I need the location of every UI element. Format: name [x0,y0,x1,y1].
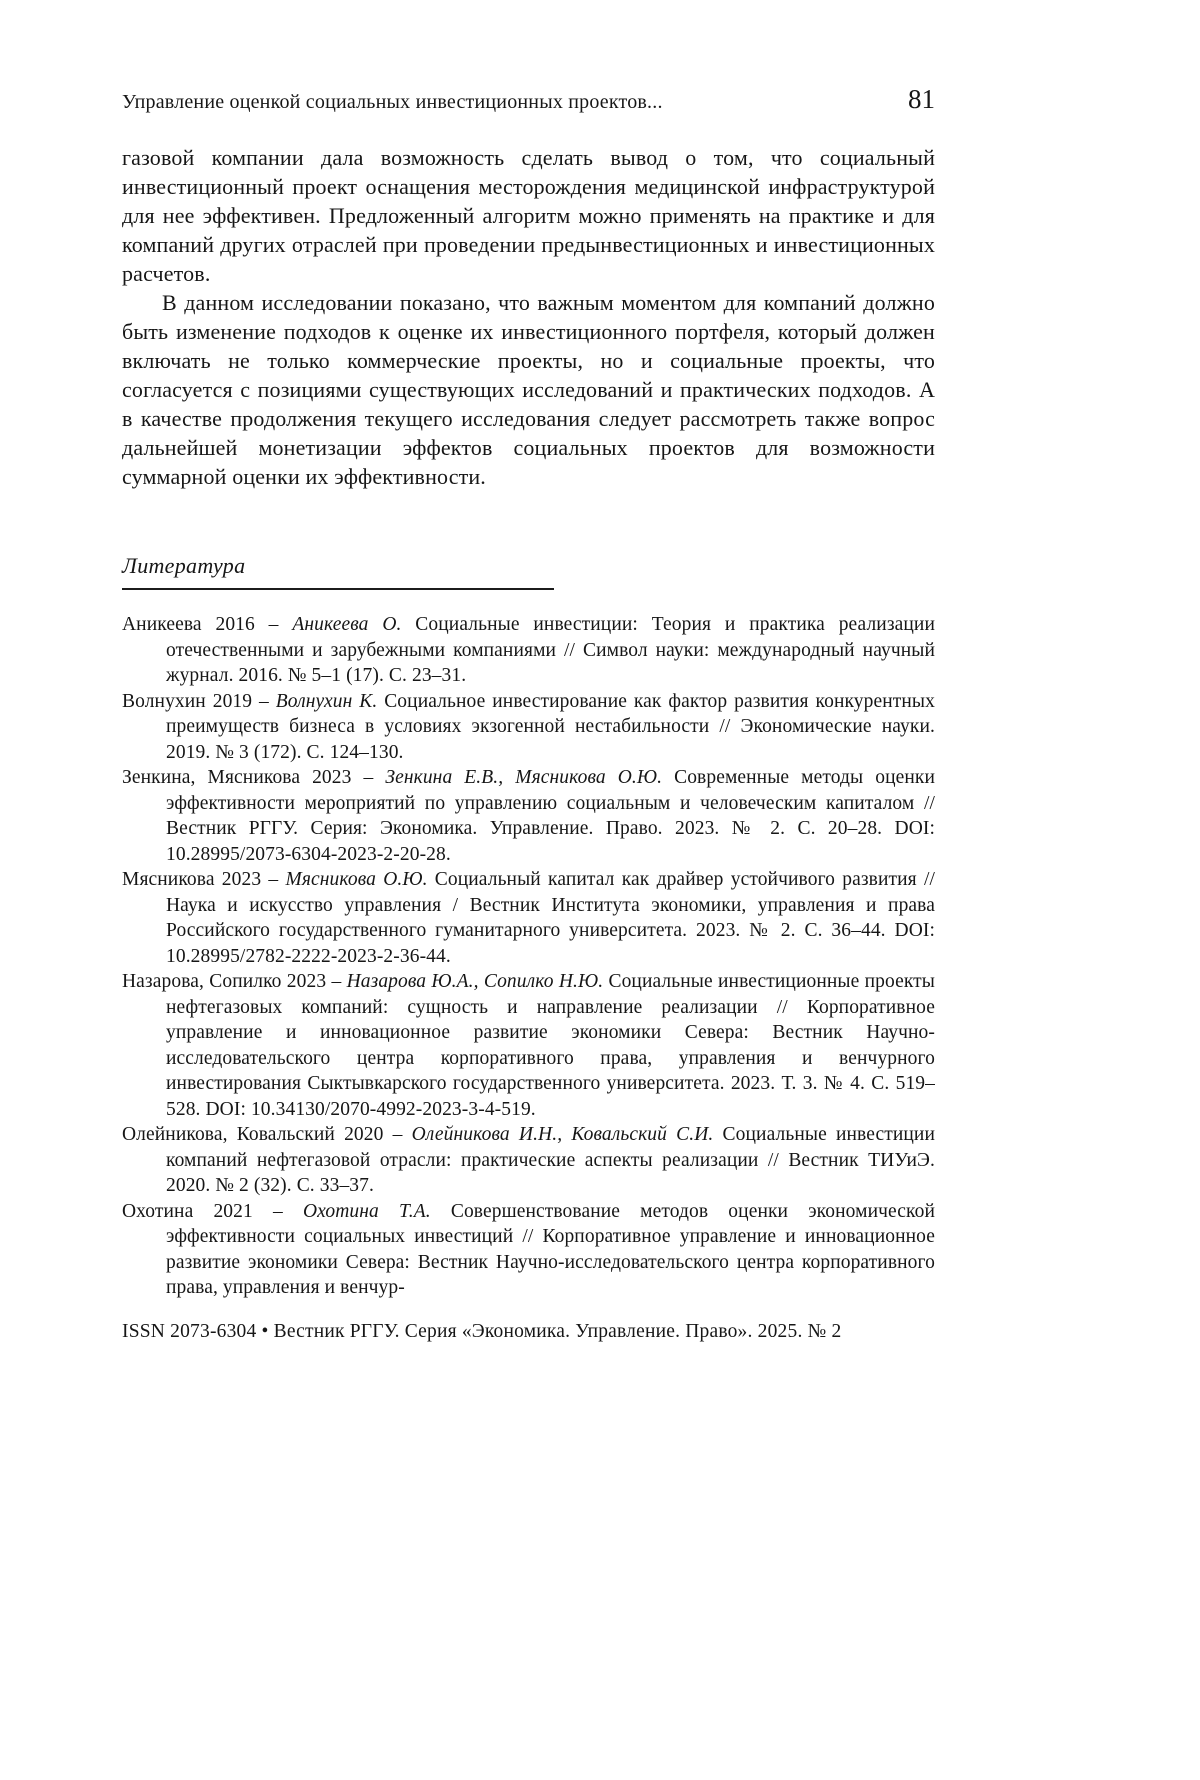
reference-authors: Олейникова И.Н., Ковальский С.И. [411,1124,714,1145]
references-heading: Литература [122,553,246,578]
reference-label: Мясникова 2023 – [122,869,286,890]
body-paragraph: В данном исследовании показано, что важным моментом для компаний должно быть изменение подходов к оценке их инвестиционного портфеля, который должен включать не только коммерческие проекты, но и социальные проекты, что согласуется с позициями существующих исследований и практических подходов. А в качестве продолжения текущего исследования следует рассмотреть также вопрос дальнейшей монетизации эффектов социальных проектов для возможности суммарной оценки их эффективности. [122,290,935,489]
reference-item [122,1199,935,1301]
reference-authors: Назарова Ю.А., Сопилко Н.Ю. [346,971,604,992]
reference-item [122,765,935,867]
page-number: 81 [908,84,935,114]
reference-text: Совершенствование методов оценки экономической эффективности социальных инвестиций // Корпоративное управление и инновационное развитие экономики Севера: Вестник Научно-исследовательского центра корпоративного права, управления и венчур- [166,1200,935,1298]
reference-text: Социальные инвестиции: Теория и практика реализации отечественными и зарубежными компаниями // Символ науки: международный научный журнал. 2016. № 5–1 (17). С. 23–31. [166,614,935,686]
reference-label: Олейникова, Ковальский 2020 – [122,1124,412,1145]
reference-label: Назарова, Сопилко 2023 – [122,971,347,992]
reference-item [122,1122,935,1199]
page-header [122,84,935,115]
reference-text: Социальное инвестирование как фактор развития конкурентных преимуществ бизнеса в условиях экзогенной нестабильности // Экономические науки. 2019. № 3 (172). С. 124–130. [166,690,935,763]
reference-authors: Зенкина Е.В., Мясникова О.Ю. [385,767,663,788]
reference-authors: Аникеева О. [292,614,402,635]
reference-item [122,612,935,689]
reference-authors: Волнухин К. [275,690,378,712]
reference-label: Аникеева 2016 – [122,614,293,635]
reference-authors: Мясникова О.Ю. [285,869,428,890]
reference-text: Социальные инвестиции компаний нефтегазовой отрасли: практические аспекты реализации // Вестник ТИУиЭ. 2020. № 2 (32). С. 33–37. [166,1124,935,1196]
body-paragraph: газовой компании дала возможность сделать вывод о том, что социальный инвестиционный проект оснащения месторождения медицинской инфраструктурой для нее эффективен. Предложенный алгоритм можно применять на практике и для компаний других отраслей при проведении предынвестиционных и инвестиционных расчетов. [122,145,935,286]
page-footer [122,1321,935,1343]
reference-label: Охотина 2021 – [122,1200,303,1222]
article-body [122,143,935,491]
heading-underline [122,588,554,590]
reference-text: Современные методы оценки эффективности мероприятий по управлению социальным и человеческим капиталом // Вестник РГГУ. Серия: Экономика. Управление. Право. 2023. № 2. С. 20–28. DOI: 10.28995/2073-6304-2023-2-20-28. [166,767,936,865]
reference-item [122,969,935,1122]
running-title: Управление оценкой социальных инвестиционных проектов... [122,91,663,113]
reference-label: Волнухин 2019 – [122,690,276,712]
references-list [122,612,935,1301]
reference-text: Социальные инвестиционные проекты нефтегазовых компаний: сущность и направление реализации // Корпоративное управление и инновационное развитие экономики Севера: Вестник Научно-исследовательского центра корпоративного права, управления и венчурного инвестирования Сыктывкарского государственного университета. 2023. Т. 3. № 4. С. 519–528. DOI: 10.34130/2070-4992-2023-3-4-519. [166,971,935,1120]
reference-item [122,867,935,969]
reference-authors: Охотина Т.А. [302,1200,431,1222]
reference-label: Зенкина, Мясникова 2023 – [122,767,386,788]
footer-text: ISSN 2073-6304 • Вестник РГГУ. Серия «Экономика. Управление. Право». 2025. № 2 [122,1320,842,1342]
reference-item [122,689,935,766]
reference-text: Социальный капитал как драйвер устойчивого развития // Наука и искусство управления / Вестник Института экономики, управления и права Российского государственного гуманитарного университета. 2023. № 2. С. 36–44. DOI: 10.28995/2782-2222-2023-2-36-44. [166,869,935,967]
